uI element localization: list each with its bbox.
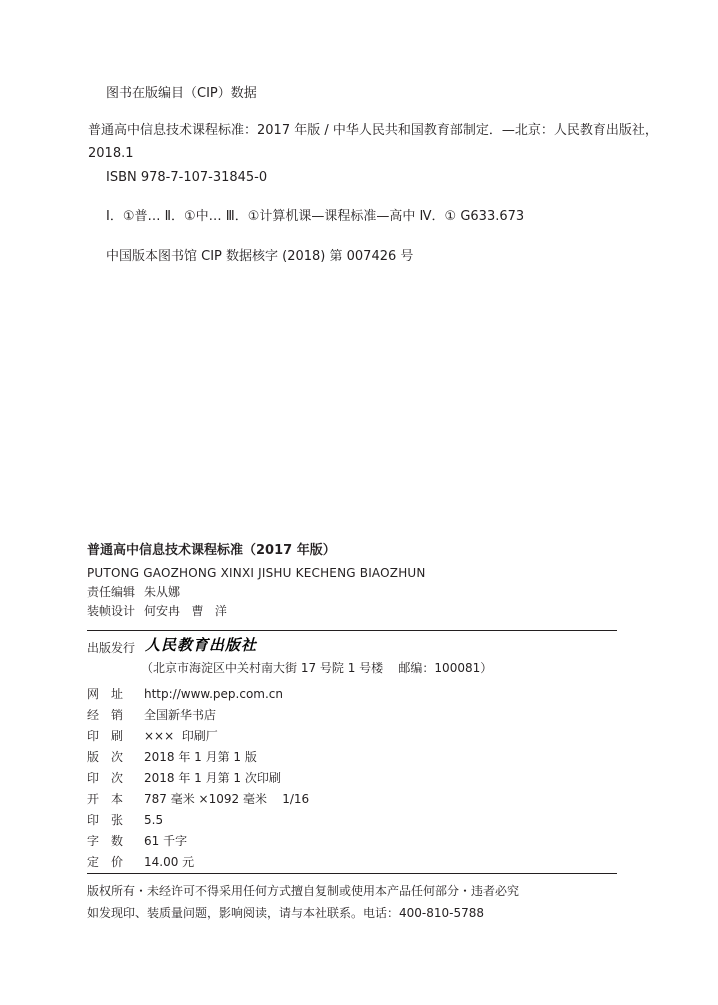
publisher-address: （北京市海淀区中关村南大街 17 号院 1 号楼 邮编：100081）	[141, 661, 493, 675]
cip-entry-line2: 2018.1	[88, 146, 134, 161]
designer-name: 何安冉 曹 洋	[144, 604, 227, 618]
cip-classification: Ⅰ．①普… Ⅱ．①中… Ⅲ．①计算机课—课程标准—高中 Ⅳ．① G633.673	[106, 209, 525, 224]
copyright-notice: 版权所有・未经许可不得采用任何方式擅自复制或使用本产品任何部分・违者必究	[87, 884, 520, 898]
editor-label: 责任编辑	[87, 585, 136, 599]
cip-entry-line1: 普通高中信息技术课程标准：2017 年版 / 中华人民共和国教育部制定．—北京：人民教育出版社，	[88, 123, 658, 138]
publisher-logo: 人民教育出版社	[145, 636, 258, 654]
book-title: 普通高中信息技术课程标准（2017 年版）	[87, 543, 336, 558]
cip-isbn: ISBN 978-7-107-31845-0	[106, 170, 268, 185]
contact-notice: 如发现印、装质量问题，影响阅读，请与本社联系。电话：400-810-5788	[87, 906, 485, 920]
cip-heading: 图书在版编目（CIP）数据	[106, 86, 257, 101]
cip-number: 中国版本图书馆 CIP 数据核字 (2018) 第 007426 号	[106, 249, 414, 264]
publisher-label: 出版发行	[87, 641, 136, 655]
bottom-divider	[87, 873, 617, 874]
website-link[interactable]: http://www.pep.com.cn	[144, 687, 283, 701]
book-pinyin: PUTONG GAOZHONG XINXI JISHU KECHENG BIAOZHUN	[87, 566, 426, 580]
top-divider	[87, 630, 617, 631]
editor-name: 朱从娜	[144, 585, 181, 599]
designer-label: 装帧设计	[87, 604, 136, 618]
